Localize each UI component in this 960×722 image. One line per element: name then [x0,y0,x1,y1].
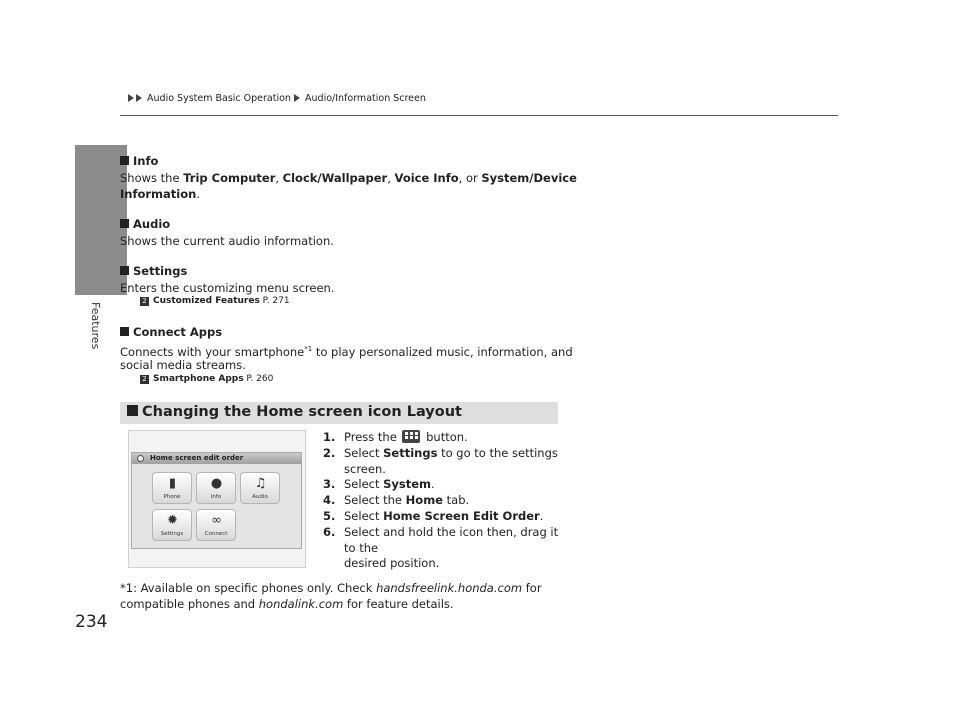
step-number: 6. [323,524,336,539]
section-heading [120,325,222,339]
step-number: 2. [323,445,336,460]
text-run: . [196,187,200,201]
section-banner-title: Changing the Home screen icon Layout [127,404,462,420]
breadcrumb [128,93,426,104]
text-run: tab. [442,493,470,508]
bold-term: Trip Computer [183,171,276,185]
section-heading [120,264,187,278]
step-number: 5. [323,508,336,523]
step-item [323,477,563,493]
text-run: Shows the current audio information. [120,234,334,248]
body-line [120,357,246,373]
step-number: 3. [323,477,336,492]
reference-arrow-icon: 2 [140,297,149,306]
tile-phone[interactable] [152,472,192,504]
text-run: to go to the settings screen. [344,445,558,476]
tile-connect[interactable] [196,509,236,541]
text-run: to play personalized music, information, and [312,344,573,359]
bold-term: Clock/Wallpaper [282,171,388,185]
footnote-marker: *1 [304,345,313,353]
bullet-square-icon [120,219,129,228]
reference-arrow-icon: 2 [140,375,149,384]
bold-term: System/Device [481,171,577,185]
section-heading-text: Connect Apps [133,325,223,339]
text-run: Select [344,508,384,523]
tile-label: Phone [163,494,181,500]
page-number: 234 [75,612,108,632]
text-run: Select [344,477,384,492]
step-item [323,493,563,509]
body-line [120,186,200,202]
text-run: , [387,171,395,185]
reference-page: P. 271 [259,296,290,306]
breadcrumb-arrow-icon [128,94,134,102]
link-icon: ∞ [211,513,222,528]
music-note-icon: ♫ [254,476,267,491]
footnote: *1: Available on specific phones only. Check handsfreelink.honda.com for compatible phones and hondalink.com for feature details. [120,581,542,611]
header-rule [120,115,838,116]
text-run: . [539,508,544,523]
phone-icon: ▮ [168,476,177,491]
step-item [323,446,563,478]
bold-term: Voice Info [394,171,459,185]
step-item [323,430,563,446]
screen-title-bar [132,453,301,464]
text-run: desired position. [344,556,440,571]
text-run: Press the [344,430,401,444]
info-icon: ● [210,476,223,491]
footnote-link[interactable]: hondalink.com [258,597,344,611]
step-number: 1. [323,430,336,444]
back-icon [137,455,144,462]
step-number: 4. [323,493,336,508]
text-run: Connects with your smartphone [120,344,305,359]
cross-reference[interactable] [140,296,290,306]
breadcrumb-arrow-icon [294,94,300,102]
text-run: . [431,477,435,492]
step-item [323,509,563,525]
text-run: Select the [344,493,406,508]
tile-info[interactable] [196,472,236,504]
step-list [323,430,563,572]
section-heading-text: Info [133,154,159,168]
bold-term: Home [405,493,443,508]
reference-page: P. 260 [243,374,274,384]
footnote-link[interactable]: handsfreelink.honda.com [376,581,523,595]
tile-label: Info [210,494,222,500]
bullet-square-icon [120,327,129,336]
bold-term: Information [120,187,197,201]
body-line [120,280,334,296]
text-run: social media streams. [120,358,246,372]
text-run: Select [344,445,384,460]
section-heading-text: Settings [133,264,188,278]
step-item [323,525,563,572]
tile-settings[interactable] [152,509,192,541]
tile-label: Audio [252,494,268,500]
section-heading [120,217,170,231]
bold-term: Settings [383,445,438,460]
text-run: button. [422,430,468,444]
reference-label: Smartphone Apps [153,374,244,384]
chapter-label: Features [89,302,102,350]
text-run: Enters the customizing menu screen. [120,281,335,295]
text-run: Select and hold the icon then, drag it to the [344,524,559,555]
text-run: , or [458,171,482,185]
bold-term: System [383,477,432,492]
bullet-square-icon [120,266,129,275]
section-heading-text: Audio [133,217,171,231]
cross-reference[interactable] [140,374,273,384]
bullet-square-icon [120,156,129,165]
body-line [120,233,334,249]
text-run: Shows the [120,171,184,185]
body-line [120,170,577,186]
text-run: , [275,171,283,185]
screen-title: Home screen edit order [150,454,244,462]
breadcrumb-item[interactable]: Audio/Information Screen [305,93,426,104]
breadcrumb-item[interactable]: Audio System Basic Operation [147,93,291,104]
tile-label: Settings [160,531,184,537]
reference-label: Customized Features [153,296,260,306]
section-heading [120,154,158,168]
tile-audio[interactable] [240,472,280,504]
gear-icon: ✹ [167,513,178,528]
bullet-square-icon [127,405,138,416]
tile-label: Connect [204,531,228,537]
breadcrumb-arrow-icon [136,94,142,102]
home-button-icon [402,430,420,443]
bold-term: Home Screen Edit Order [383,508,540,523]
